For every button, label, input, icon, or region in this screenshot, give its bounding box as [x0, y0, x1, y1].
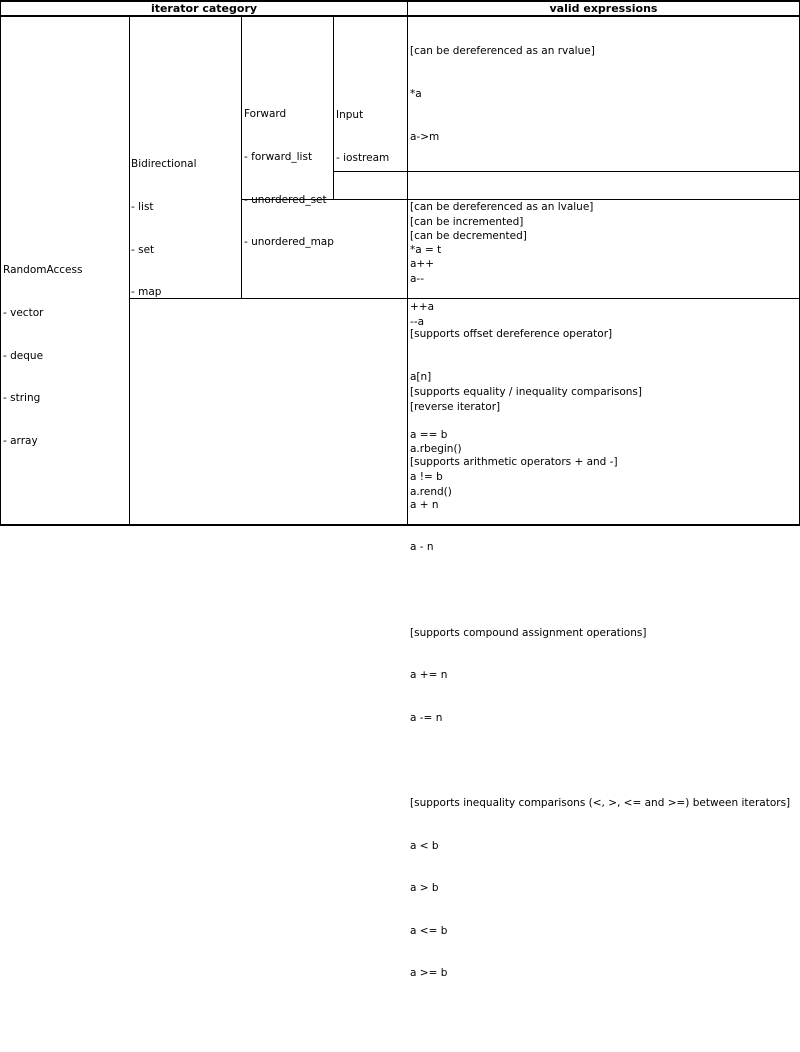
expression-line: *a = t: [410, 244, 442, 256]
expression-line: a++: [410, 258, 435, 271]
expression-line: a >= b: [410, 967, 448, 980]
expression-line: [supports offset dereference operator]: [410, 328, 613, 341]
expression-line: a.rend(): [410, 485, 452, 498]
expression-line: a > b: [410, 882, 439, 895]
grid-line: [129, 298, 800, 299]
expression-line: a -= n: [410, 711, 443, 724]
expression-line: [supports compound assignment operations]: [410, 626, 647, 639]
expression-line: a == b: [410, 428, 448, 441]
column-divider: [407, 0, 408, 526]
expression-line: [can be incremented]: [410, 215, 524, 228]
random-access-container: - string: [3, 392, 41, 405]
expression-line: [can be dereferenced as an lvalue]: [410, 201, 594, 214]
header-iterator-category: iterator category: [150, 2, 258, 15]
forward-container: - forward_list: [244, 151, 313, 163]
expression-line: [can be dereferenced as an rvalue]: [410, 45, 595, 58]
bidirectional-container: - map: [131, 286, 162, 299]
forward-label: [244, 79, 334, 278]
grid-line: [241, 16, 242, 299]
expression-line: a - n: [410, 541, 434, 554]
bidirectional-title: Bidirectional: [131, 158, 197, 171]
bidirectional-container: - list: [131, 201, 154, 213]
expression-line: a < b: [410, 839, 439, 852]
expression-line: ++a: [410, 300, 435, 313]
expression-line: [supports equality / inequality comparisons]: [410, 386, 642, 399]
expression-line: a[n]: [410, 371, 432, 383]
expression-line: [reverse iterator]: [410, 400, 501, 413]
expression-line: a->m: [410, 130, 440, 143]
grid-line: [129, 16, 130, 525]
input-title: Input: [336, 109, 364, 122]
table-border-left: [0, 0, 1, 526]
expression-line: a.rbegin(): [410, 443, 462, 456]
grid-line: [333, 171, 800, 172]
expression-line: a--: [410, 273, 425, 285]
grid-line: [241, 199, 800, 200]
expression-line: [410, 583, 790, 597]
input-label: [336, 80, 389, 194]
expression-line: [supports inequality comparisons (<, >, <= and >=) between iterators]: [410, 796, 791, 809]
random-access-container: - array: [3, 434, 38, 447]
random-access-expressions: [410, 299, 790, 1052]
header-rule: [0, 16, 800, 17]
expression-line: [410, 753, 790, 767]
grid-line: [333, 16, 334, 200]
forward-title: Forward: [244, 108, 287, 121]
expression-line: --a: [410, 315, 425, 328]
input-container: - iostream: [336, 152, 390, 164]
expression-line: a != b: [410, 471, 443, 484]
expression-line: [supports arithmetic operators + and -]: [410, 456, 618, 469]
expression-line: a + n: [410, 498, 439, 511]
random-access-container: - deque: [3, 349, 44, 362]
table-border-top: [0, 0, 800, 2]
random-access-title: RandomAccess: [3, 264, 83, 277]
expression-line: [can be decremented]: [410, 230, 527, 243]
random-access-container: - vector: [3, 307, 44, 319]
expression-line: *a: [410, 88, 422, 100]
random-access-label: [3, 235, 82, 476]
expression-line: a <= b: [410, 924, 448, 937]
header-valid-expressions: valid expressions: [549, 2, 658, 15]
expression-line: a += n: [410, 669, 448, 682]
forward-container: - unordered_map: [244, 236, 334, 249]
expression-line: [410, 413, 790, 427]
expression-line: [410, 1009, 790, 1023]
bidirectional-container: - set: [131, 243, 155, 256]
